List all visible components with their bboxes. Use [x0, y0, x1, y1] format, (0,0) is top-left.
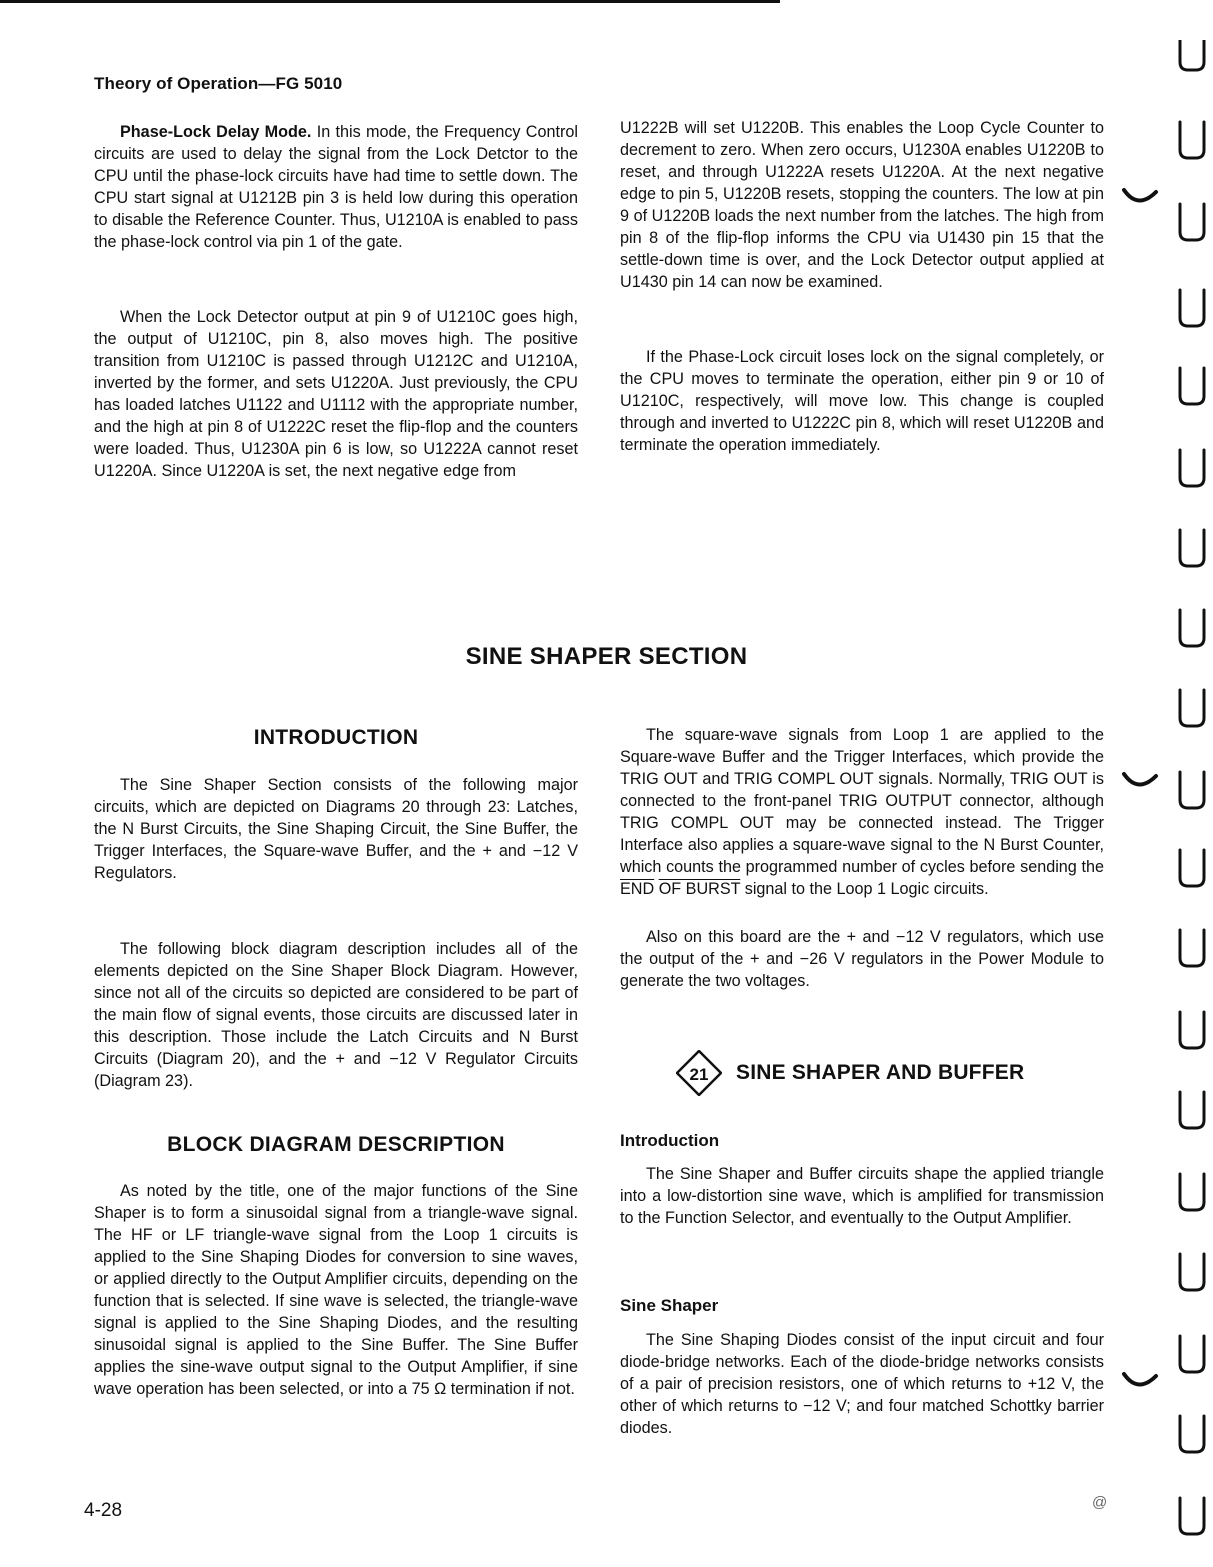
top-rule	[0, 0, 780, 3]
upper-left-column	[94, 121, 578, 482]
sine-shaper-subhead: Sine Shaper	[620, 1296, 719, 1315]
sine-shaper-column	[620, 1329, 1104, 1439]
phase-lock-paragraph-3: U1222B will set U1220B. This enables the Loop Cycle Counter to decrement to zero. When zero occurs, U1230A enables U1220B to reset, and through U1222A resets U1220A. At the next negative edge to pin 5, U1220B resets, stopping the counters. The low at pin 9 of U1220B loads the next number from the latches. The high from pin 8 of the flip-flop informs the CPU via U1430 pin 15 that the settle-down time is over, and the Lock Detector output applied at U1430 pin 14 can now be examined.	[620, 119, 1104, 291]
regulators-paragraph: Also on this board are the + and −12 V regulators, which use the output of the + and −26 V regulators in the Power Module to generate the two voltages.	[620, 928, 1104, 990]
sine-shaper-heading	[676, 1050, 1024, 1096]
section-title: SINE SHAPER SECTION	[465, 643, 748, 670]
square-wave-text-a: The square-wave signals from Loop 1 are applied to the Square-wave Buffer and the Trigger Interfaces, which provide the TRIG OUT and TRIG COMPL OUT signals. Normally, TRIG OUT is connected to the front-panel TRIG OUTPUT connector, although TRIG COMPL OUT may be connected instead. The Trigger Interface also applies a square-wave signal to the N Burst Counter, which counts the programmed number of cycles before sending the	[620, 726, 1104, 876]
introduction-subhead: Introduction	[620, 1131, 720, 1150]
sine-shaper-paragraph: The Sine Shaping Diodes consist of the input circuit and four diode-bridge networks. Each of the diode-bridge networks consists of a pair of precision resistors, one of which returns to +12 V, the other of which returns to −12 V; and four matched Schottky barrier diodes.	[620, 1331, 1104, 1437]
phase-lock-body: In this mode, the Frequency Control circuits are used to delay the signal from the Lock Detctor to the CPU until the phase-lock circuits have had time to settle down. The CPU start signal at U1212B pin 3 is held low during this operation to disable the Reference Counter. Thus, U1210A is enabled to pass the phase-lock control via pin 1 of the gate.	[94, 123, 578, 251]
block-diagram-heading: BLOCK DIAGRAM DESCRIPTION	[167, 1133, 505, 1156]
block-column	[94, 1180, 578, 1400]
introduction-column	[620, 1163, 1104, 1229]
phase-lock-paragraph-2: When the Lock Detector output at pin 9 of U1210C goes high, the output of U1210C, pin 8, also moves high. The positive transition from U1210C is passed through U1212C and U1210A, inverted by the former, and sets U1220A. Just previously, the CPU has loaded latches U1122 and U1112 with the appropriate number, and the high at pin 8 of U1222C reset the flip-flop and the counters were loaded. Thus, U1230A pin 6 is low, so U1222A cannot reset U1220A. Since U1220A is set, the next negative edge from	[94, 308, 578, 480]
binding-marks-decoration	[1120, 40, 1213, 1560]
diagram-number: 21	[689, 1065, 709, 1084]
introduction-paragraph: The Sine Shaper and Buffer circuits shape the applied triangle into a low-distortion sine wave, which is amplified for transmission to the Function Selector, and eventually to the Output Amplifier.	[620, 1165, 1104, 1227]
block-paragraph: As noted by the title, one of the major functions of the Sine Shaper is to form a sinusoidal signal from a triangle-wave signal. The HF or LF triangle-wave signal from the Loop 1 circuits is applied to the Sine Shaping Diodes for conversion to sine waves, or applied directly to the Output Amplifier circuits, depending on the function that is selected. If sine wave is selected, the triangle-wave signal is applied to the Sine Shaping Diodes, and the resulting sinusoidal signal is applied to the Sine Buffer. The Sine Buffer applies the sine-wave output signal to the Output Amplifier, if sine wave operation has been selected, or into a 75 Ω termination if not.	[94, 1182, 578, 1398]
diagram-diamond-icon	[676, 1050, 722, 1096]
intro-paragraph-2: The following block diagram description includes all of the elements depicted on the Sine Shaper Block Diagram. However, since not all of the circuits so depicted are considered to be part of the main flow of signal events, those circuits are discussed later in this description. Those include the Latch Circuits and N Burst Circuits (Diagram 20), and the + and −12 V Regulator Circuits (Diagram 23).	[94, 940, 578, 1090]
intro-paragraph-1: The Sine Shaper Section consists of the following major circuits, which are depicted on Diagrams 20 through 23: Latches, the N Burst Circuits, the Sine Shaping Circuit, the Sine Buffer, the Trigger Interfaces, the Square-wave Buffer, and the + and −12 V Regulators.	[94, 776, 578, 882]
end-signal: $\overline{END}$	[620, 880, 655, 898]
square-wave-column	[620, 724, 1104, 992]
upper-right-column	[620, 117, 1104, 456]
page-number: 4-28	[84, 1500, 123, 1521]
square-wave-text-b: signal to the Loop 1 Logic circuits.	[740, 880, 989, 898]
of-burst-signal: OF BURST	[658, 880, 741, 898]
copyright-mark: @	[1092, 1494, 1108, 1511]
phase-lock-lead: Phase-Lock Delay Mode.	[120, 123, 312, 141]
introduction-heading: INTRODUCTION	[253, 726, 419, 749]
phase-lock-paragraph-1	[94, 121, 578, 253]
intro-column	[94, 774, 578, 1092]
running-head: Theory of Operation—FG 5010	[94, 74, 343, 93]
phase-lock-paragraph-4: If the Phase-Lock circuit loses lock on the signal completely, or the CPU moves to terminate the operation, either pin 9 or 10 of U1210C, respectively, will move low. This change is coupled through and inverted to U1222C pin 8, which will reset U1220B and terminate the operation immediately.	[620, 348, 1104, 454]
square-wave-paragraph	[620, 724, 1104, 900]
sine-shaper-title: SINE SHAPER AND BUFFER	[736, 1061, 1025, 1084]
